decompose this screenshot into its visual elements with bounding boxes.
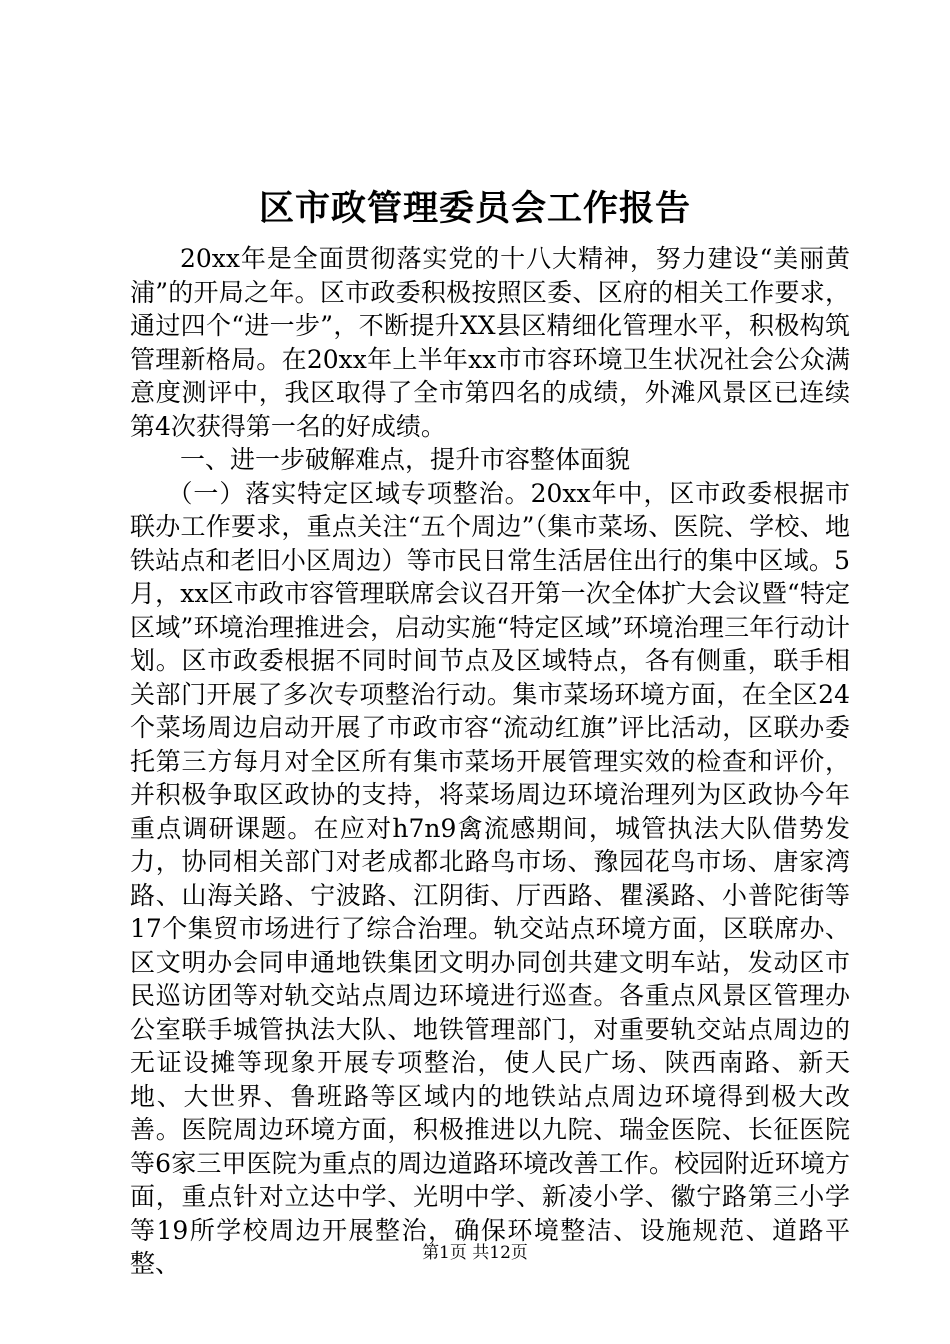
intro-paragraph: 20xx年是全面贯彻落实党的十八大精神，努力建设“美丽黄浦”的开局之年。区市政委积极按照区委、区府的相关工作要求，通过四个“进一步”，不断提升XX县区精细化管理水平，积极构筑管理新格局。在20xx年上半年xx市市容环境卫生状况社会公众满意度测评中，我区取得了全市第四名的成绩，外滩风景区已连续第4次获得第一名的好成绩。 (130, 244, 850, 441)
section-heading: 一、进一步破解难点，提升市容整体面貌 (180, 445, 631, 474)
document-title: 区市政管理委员会工作报告 (258, 188, 691, 229)
page-footer (0, 1242, 950, 1264)
subsection-paragraph: （一）落实特定区域专项整治。20xx年中，区市政委根据市联办工作要求，重点关注“五个周边”（集市菜场、医院、学校、地铁站点和老旧小区周边）等市民日常生活居住出行的集中区域。5月，xx区市政市容管理联席会议召开第一次全体扩大会议暨“特定区域”环境治理推进会，启动实施“特定区域”环境治理三年行动计划。区市政委根据不同时间节点及区域特点，各有侧重，联手相关部门开展了多次专项整治行动。集市菜场环境方面，在全区24个菜场周边启动开展了市政市容“流动红旗”评比活动，区联办委托第三方每月对全区所有集市菜场开展管理实效的检查和评价，并积极争取区政协的支持，将菜场周边环境治理列为区政协今年重点调研课题。在应对h7n9禽流感期间，城管执法大队借势发力，协同相关部门对老成都北路鸟市场、豫园花鸟市场、唐家湾路、山海关路、宁波路、江阴街、厅西路、瞿溪路、小普陀街等17个集贸市场进行了综合治理。轨交站点环境方面，区联席办、区文明办会同申通地铁集团文明办同创共建文明车站，发动区市民巡访团等对轨交站点周边环境进行巡查。各重点风景区管理办公室联手城管执法大队、地铁管理部门，对重要轨交站点周边的无证设摊等现象开展专项整治，使人民广场、陕西南路、新天地、大世界、鲁班路等区域内的地铁站点周边环境得到极大改善。医院周边环境方面，积极推进以九院、瑞金医院、长征医院等6家三甲医院为重点的周边道路环境改善工作。校园附近环境方面，重点针对立达中学、光明中学、新凌小学、徽宁路第三小学等19所学校周边开展整治，确保环境整洁、设施规范、道路平整、 (130, 478, 850, 1278)
page-number: 第1页 共12页 (422, 1243, 528, 1263)
document-body (130, 242, 850, 1281)
